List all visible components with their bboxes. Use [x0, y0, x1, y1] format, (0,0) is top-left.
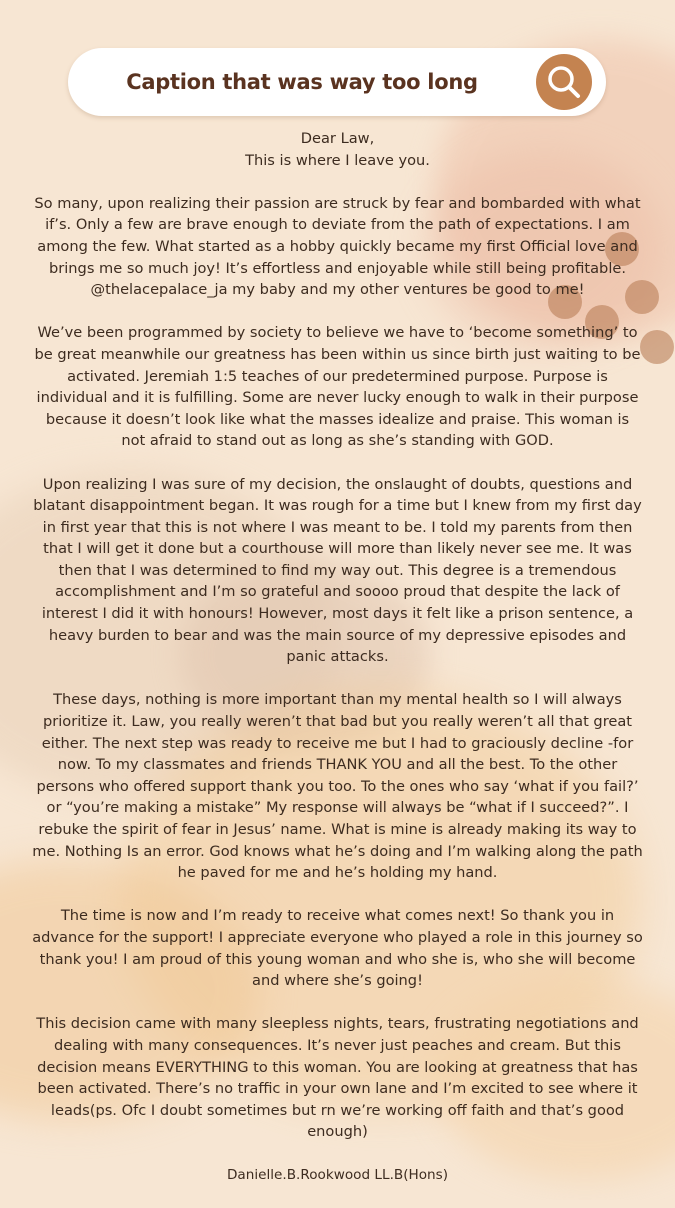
search-icon: [536, 54, 592, 110]
decorative-dot: [640, 330, 674, 364]
letter-paragraph: We’ve been programmed by society to believe we have to ‘become something’ to be great meanwhile our greatness has been within us since birth just waiting to be activated. Jeremiah 1:5 teaches of our predetermined purpose. Purpose is individual and it is fulfilling. Some are never lucky enough to walk in their purpose because it doesn’t look like what the masses idealize and praise. This woman is not afraid to stand out as long as she’s standing with GOD.: [34, 324, 641, 450]
search-bar[interactable]: [68, 48, 606, 116]
letter-paragraph: The time is now and I’m ready to receive what comes next! So thank you in advance for the support! I appreciate everyone who played a role in this journey so thank you! I am proud of this young woman and who she is, who she will become and where she’s going!: [32, 907, 643, 990]
letter-paragraph: These days, nothing is more important than my mental health so I will always prioritize it. Law, you really weren’t that bad but you really weren’t all that great either. The next step was ready to receive me but I had to graciously decline -for now. To my classmates and friends THANK YOU and all the best. To the other persons who offered support thank you too. To the ones who say ‘what if you fail?’ or “you’re making a mistake” My response will always be “what if I succeed?”. I rebuke the spirit of fear in Jesus’ name. What is mine is already making its way to me. Nothing Is an error. God knows what he’s doing and I’m walking along the path he paved for me and he’s holding my hand.: [32, 691, 643, 882]
signature: Danielle.B.Rookwood LL.B(Hons): [226, 1166, 449, 1183]
letter-paragraph: Upon realizing I was sure of my decision, the onslaught of doubts, questions and blatant disappointment began. It was rough for a time but I knew from my first day in first year that this is not where I was meant to be. I told my parents from then that I will get it done but a courthouse will more than likely never see me. It was then that I was determined to find my way out. This degree is a tremendous accomplishment and I’m so grateful and soooo proud that despite the lack of interest I did it with honours! However, most days it felt like a prison sentence, a heavy burden to bear and was the main source of my depressive episodes and panic attacks.: [33, 475, 642, 666]
opening-line: This is where I leave you.: [245, 151, 430, 169]
letter-paragraph: So many, upon realizing their passion are struck by fear and bombarded with what if’s. Only a few are brave enough to deviate from the path of expectations. I am among the few. What started as a hobby quickly became my first Official love and brings me so much joy! It’s effortless and enjoyable while still being profitable. @thelacepalace_ja my baby and my other ventures be good to me!: [34, 194, 641, 299]
letter-body: [32, 128, 643, 1208]
letter-paragraph: This decision came with many sleepless nights, tears, frustrating negotiations and dealing with many consequences. It’s never just peaches and cream. But this decision means EVERYTHING to this woman. You are looking at greatness that has been activated. There’s no traffic in your own lane and I’m excited to see where it leads(ps. Ofc I doubt sometimes but rn we’re working off faith and that’s good enough): [36, 1015, 639, 1141]
letter-opening: [32, 128, 643, 171]
search-button[interactable]: [536, 54, 592, 110]
search-bar-title: Caption that was way too long: [126, 70, 478, 94]
salutation: Dear Law,: [300, 130, 375, 147]
